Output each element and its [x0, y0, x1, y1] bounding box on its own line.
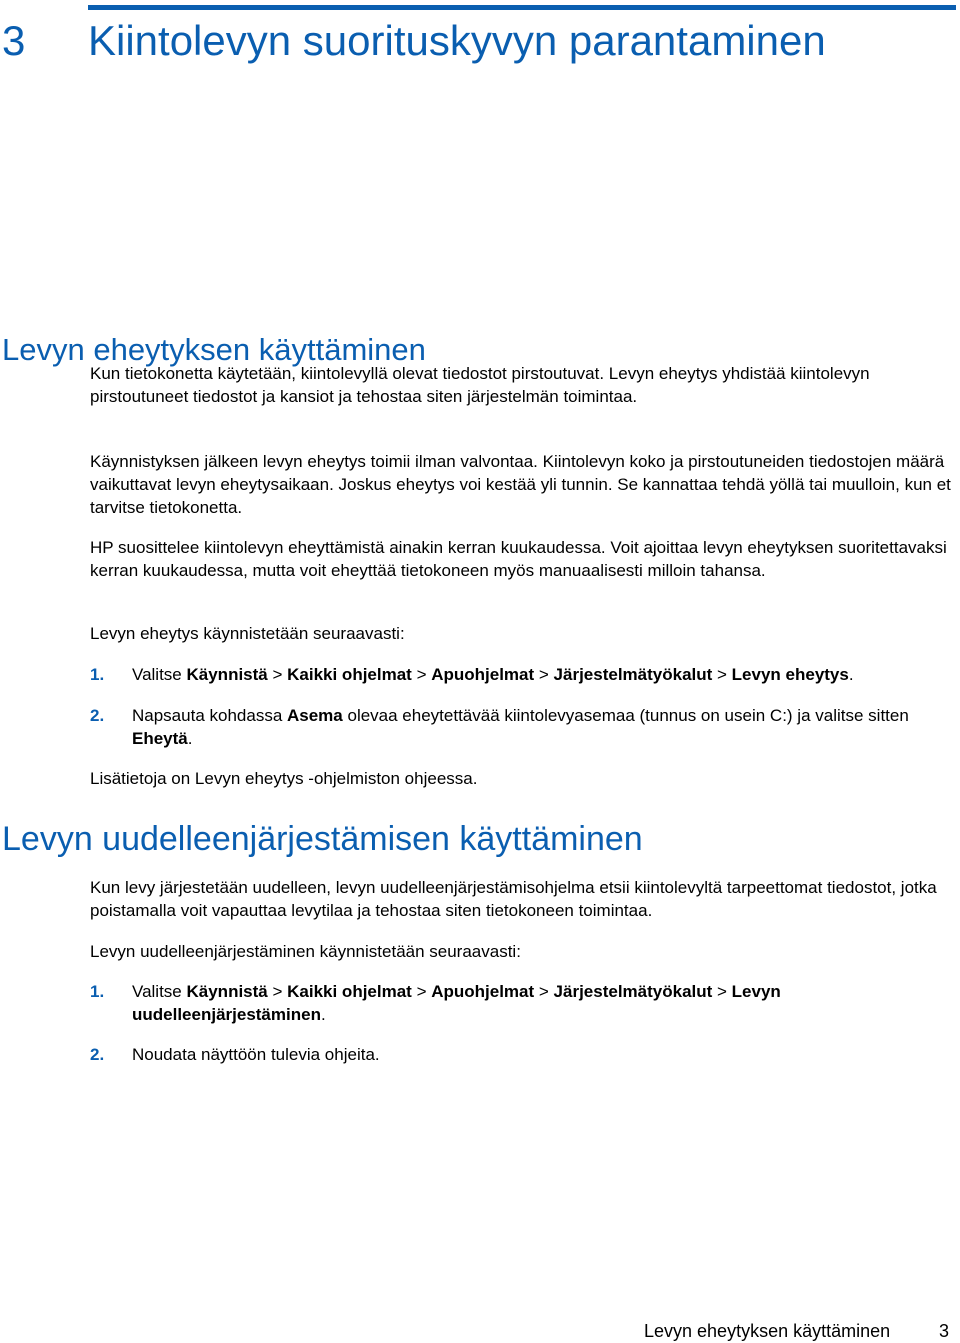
step-text: Noudata näyttöön tulevia ohjeita. — [132, 1045, 380, 1064]
menu-path-all-programs: Kaikki ohjelmat — [287, 665, 412, 684]
step-number: 1. — [90, 665, 105, 684]
defrag-help-paragraph: Lisätietoja on Levyn eheytys -ohjelmiston ohjeessa. — [90, 769, 478, 788]
step-number: 2. — [90, 706, 105, 725]
menu-path-system-tools: Järjestelmätyökalut — [553, 982, 713, 1001]
step-number: 1. — [90, 982, 105, 1001]
step-text: Valitse Käynnistä > Kaikki ohjelmat > Apuohjelmat > Järjestelmätyökalut > Levyn uudelleenjärjestäminen. — [132, 982, 781, 1024]
cleanup-intro-paragraph: Kun levy järjestetään uudelleen, levyn uudelleenjärjestämisohjelma etsii kiintolevyltä tarpeettomat tiedostot, jotka poistamalla voit vapauttaa levytilaa ja tehostaa siten tietokoneen toimintaa. — [90, 878, 937, 920]
chapter-title: Kiintolevyn suorituskyvyn parantaminen — [88, 17, 826, 64]
defrag-duration-paragraph: Käynnistyksen jälkeen levyn eheytys toimii ilman valvontaa. Kiintolevyn koko ja pirstoutuneiden tiedostojen määrä vaikuttavat levyn eheytysaikaan. Joskus eheytys voi kestää yli tunnin. Se kannattaa tehdä yöllä tai muulloin, kun et tarvitse tietokonetta. — [90, 452, 951, 517]
defrag-recommendation-paragraph: HP suosittelee kiintolevyn eheyttämistä ainakin kerran kuukaudessa. Voit ajoittaa levyn eheytyksen suoritettavaksi kerran kuukaudessa, mutta voit eheyttää tietokoneen myös manuaalisesti milloin tahansa. — [90, 538, 947, 580]
step-text: Napsauta kohdassa Asema olevaa eheytettävää kiintolevyasemaa (tunnus on usein C:) ja valitse sitten Eheytä. — [132, 706, 909, 748]
menu-path-accessories: Apuohjelmat — [431, 665, 535, 684]
footer-page-number: 3 — [939, 1321, 950, 1341]
menu-path-accessories: Apuohjelmat — [431, 982, 535, 1001]
menu-path-disk-defragmenter: Levyn eheytys — [731, 665, 849, 684]
chapter-top-rule — [88, 5, 956, 10]
menu-path-system-tools: Järjestelmätyökalut — [553, 665, 713, 684]
menu-path-disk-cleanup: Levyn uudelleenjärjestäminen — [132, 982, 781, 1024]
step-text: Valitse Käynnistä > Kaikki ohjelmat > Apuohjelmat > Järjestelmätyökalut > Levyn eheytys. — [132, 665, 854, 684]
section-heading-cleanup: Levyn uudelleenjärjestämisen käyttäminen — [2, 820, 643, 858]
menu-path-all-programs: Kaikki ohjelmat — [287, 982, 412, 1001]
drive-label: Asema — [287, 706, 343, 725]
step-number: 2. — [90, 1045, 105, 1064]
menu-path-start: Käynnistä — [186, 665, 268, 684]
defrag-intro-paragraph: Kun tietokonetta käytetään, kiintolevyllä olevat tiedostot pirstoutuvat. Levyn eheytys yhdistää kiintolevyn pirstoutuneet tiedostot ja kansiot ja tehostaa siten järjestelmän toimintaa. — [90, 364, 870, 406]
defragment-label: Eheytä — [132, 729, 188, 748]
section-heading-defrag: Levyn eheytyksen käyttäminen — [2, 332, 426, 367]
chapter-number: 3 — [2, 17, 26, 64]
defrag-start-instructions: Levyn eheytys käynnistetään seuraavasti: — [90, 624, 405, 643]
cleanup-start-instructions: Levyn uudelleenjärjestäminen käynnistetään seuraavasti: — [90, 942, 521, 961]
menu-path-start: Käynnistä — [186, 982, 268, 1001]
footer-section-title: Levyn eheytyksen käyttäminen — [644, 1321, 891, 1341]
